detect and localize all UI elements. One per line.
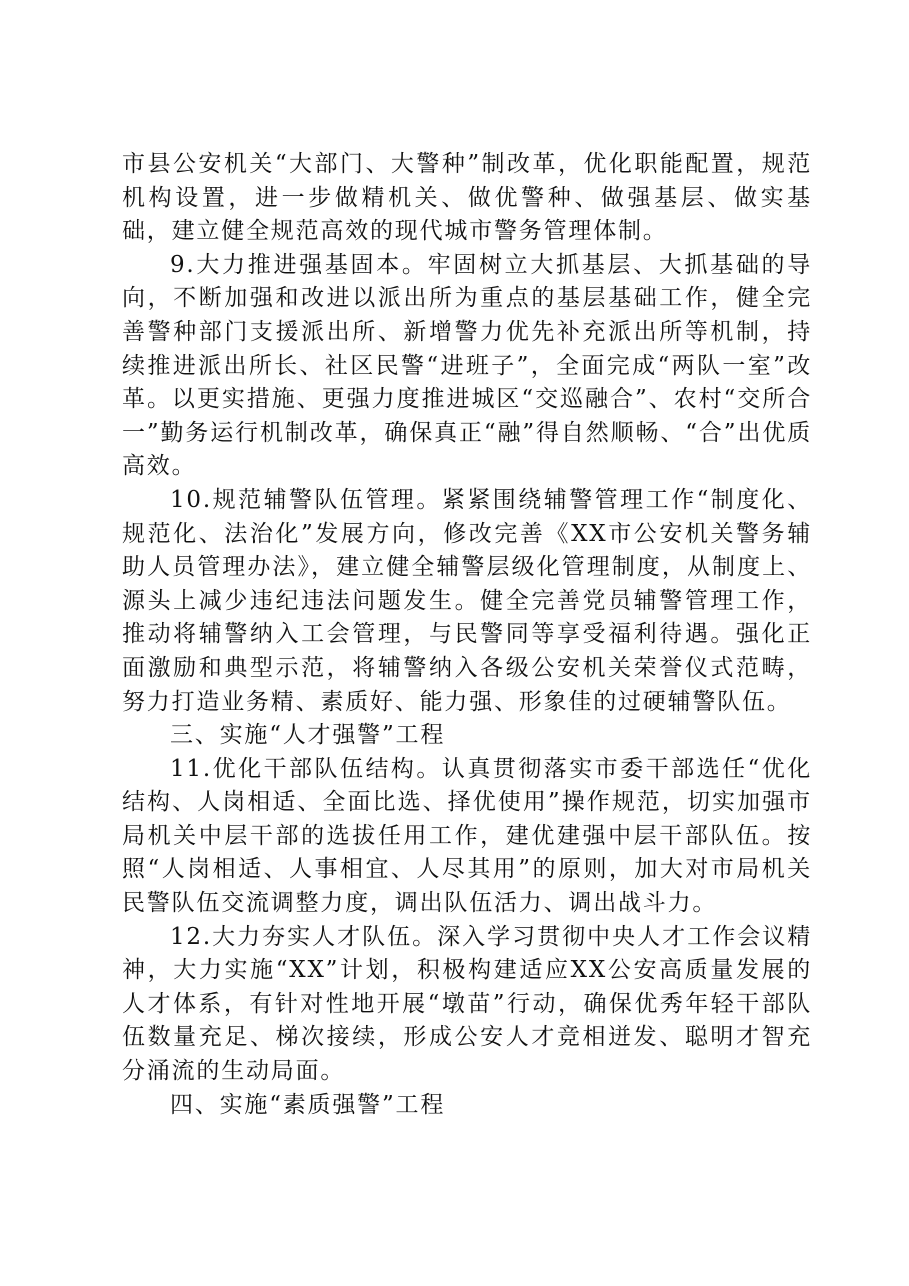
paragraph-item-11: 11.优化干部队伍结构。认真贯彻落实市委干部选任“优化结构、人岗相适、全面比选、择优使用”操作规范，切实加强市局机关中层干部的选拔任用工作，建优建强中层干部队伍。按照“人岗相适、人事相宜、人尽其用”的原则，加大对市局机关民警队伍交流调整力度，调出队伍活力、调出战斗力。 xyxy=(122,755,812,917)
paragraph-item-12: 12.大力夯实人才队伍。深入学习贯彻中央人才工作会议精神，大力实施“XX”计划，积极构建适应XX公安高质量发展的人才体系，有针对性地开展“墩苗”行动，确保优秀年轻干部队伍数量充足、梯次接续，形成公安人才竞相迸发、聪明才智充分涌流的生动局面。 xyxy=(122,923,812,1085)
section-heading-3: 三、实施“人才强警”工程 xyxy=(170,722,446,749)
paragraph-item-10: 10.规范辅警队伍管理。紧紧围绕辅警管理工作“制度化、规范化、法治化”发展方向，修改完善《XX市公安机关警务辅助人员管理办法》，建立健全辅警层级化管理制度，从制度上、源头上减少违纪违法问题发生。健全完善党员辅警管理工作，推动将辅警纳入工会管理，与民警同等享受福利待遇。强化正面激励和典型示范，将辅警纳入各级公安机关荣誉仪式范畴，努力打造业务精、素质好、能力强、形象佳的过硬辅警队伍。 xyxy=(122,486,812,715)
paragraph-continuation: 市县公安机关“大部门、大警种”制改革，优化职能配置，规范机构设置，进一步做精机关、做优警种、做强基层、做实基础，建立健全规范高效的现代城市警务管理体制。 xyxy=(122,151,812,245)
section-heading-4: 四、实施“素质强警”工程 xyxy=(170,1091,446,1118)
paragraph-item-9: 9.大力推进强基固本。牢固树立大抓基层、大抓基础的导向，不断加强和改进以派出所为重点的基层基础工作，健全完善警种部门支援派出所、新增警力优先补充派出所等机制，持续推进派出所长、社区民警“进班子”，全面完成“两队一室”改革。以更实措施、更强力度推进城区“交巡融合”、农村“交所合一”勤务运行机制改革，确保真正“融”得自然顺畅、“合”出优质高效。 xyxy=(122,251,812,480)
document-body xyxy=(122,148,812,1122)
